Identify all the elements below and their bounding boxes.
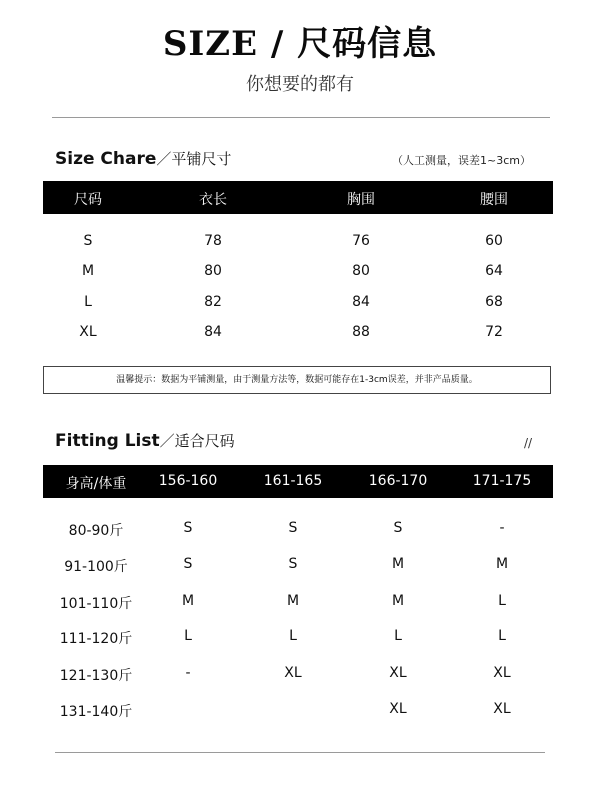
size-chart-cell: 68 — [485, 294, 503, 310]
fitting-list-cell: S — [183, 520, 193, 536]
fitting-list-cell: L — [498, 593, 506, 609]
fitting-list-header-cell: 身高/体重 — [65, 476, 127, 492]
fitting-list-cell: XL — [493, 701, 511, 717]
size-chart-header-cell: 衣长 — [199, 192, 227, 208]
fitting-list-cell: S — [288, 556, 298, 572]
fitting-list-cell: XL — [389, 701, 407, 717]
fitting-list-cell: M — [495, 556, 509, 572]
fitting-list-cell: 101-110斤 — [59, 596, 133, 612]
fitting-list-cell: - — [185, 665, 191, 681]
size-chart-header-cell: 腰围 — [480, 192, 508, 208]
size-chart-cell: 84 — [204, 324, 222, 340]
fitting-list-cell: S — [288, 520, 298, 536]
fitting-list-cell: 131-140斤 — [59, 704, 133, 720]
size-chart-cell: M — [81, 263, 95, 279]
fitting-list-cell: L — [394, 628, 402, 644]
fitting-list-cell: L — [184, 628, 192, 644]
size-chart-cell: 78 — [204, 233, 222, 249]
fitting-list-cell: M — [181, 593, 195, 609]
measurement-note: （人工测量，误差1~3cm） — [392, 154, 531, 167]
top-divider — [52, 117, 550, 118]
fitting-list-cell: 91-100斤 — [64, 559, 128, 575]
size-chart-title — [55, 148, 231, 169]
fitting-list-title-text: Fitting List — [55, 431, 160, 451]
size-chart-cell: 76 — [352, 233, 370, 249]
fitting-list-cell: XL — [284, 665, 302, 681]
fitting-list-header-cell: 171-175 — [472, 473, 532, 489]
fitting-list-cell: S — [393, 520, 403, 536]
fitting-list-cell: L — [289, 628, 297, 644]
size-chart-cell: 84 — [352, 294, 370, 310]
fitting-list-cell: M — [391, 556, 405, 572]
fitting-list-cell: 121-130斤 — [59, 668, 133, 684]
size-chart-cell: 64 — [485, 263, 503, 279]
page-subtitle: 你想要的都有 — [246, 74, 354, 95]
bottom-divider — [55, 752, 545, 753]
size-chart-cell: 82 — [204, 294, 222, 310]
fitting-list-cell: XL — [389, 665, 407, 681]
fitting-list-header-cell: 161-165 — [263, 473, 323, 489]
size-chart-cell: S — [83, 233, 93, 249]
fitting-list-cell: M — [391, 593, 405, 609]
fitting-list-cell: 111-120斤 — [59, 631, 133, 647]
fitting-list-cell: M — [286, 593, 300, 609]
fitting-list-cell: S — [183, 556, 193, 572]
fitting-list-cell: 80-90斤 — [68, 523, 124, 539]
size-chart-header — [43, 181, 553, 214]
size-chart-cell: 80 — [352, 263, 370, 279]
fitting-list-cell: L — [498, 628, 506, 644]
size-chart-subtitle: ／平铺尺寸 — [156, 150, 232, 168]
size-chart-cell: 88 — [352, 324, 370, 340]
slash-mark: // — [524, 436, 533, 450]
size-chart-header-cell: 尺码 — [74, 192, 102, 208]
fitting-list-header-cell: 156-160 — [158, 473, 218, 489]
measurement-tip: 温馨提示：数据为平铺测量，由于测量方法等，数据可能存在1-3cm误差，并非产品质量。 — [43, 366, 551, 394]
fitting-list-header-cell: 166-170 — [368, 473, 428, 489]
size-chart-cell: XL — [79, 324, 97, 340]
fitting-list-cell: - — [499, 520, 505, 536]
size-chart-cell: 60 — [485, 233, 503, 249]
fitting-list-cell: XL — [493, 665, 511, 681]
size-chart-cell: 80 — [204, 263, 222, 279]
size-chart-cell: 72 — [485, 324, 503, 340]
size-chart-header-cell: 胸围 — [347, 192, 375, 208]
size-chart-title-text: Size Chare — [55, 149, 157, 169]
page-title: SIZE / 尺码信息 — [162, 24, 438, 64]
size-chart-cell: L — [84, 294, 92, 310]
fitting-list-title — [55, 430, 235, 451]
fitting-list-subtitle: ／适合尺码 — [159, 432, 235, 450]
